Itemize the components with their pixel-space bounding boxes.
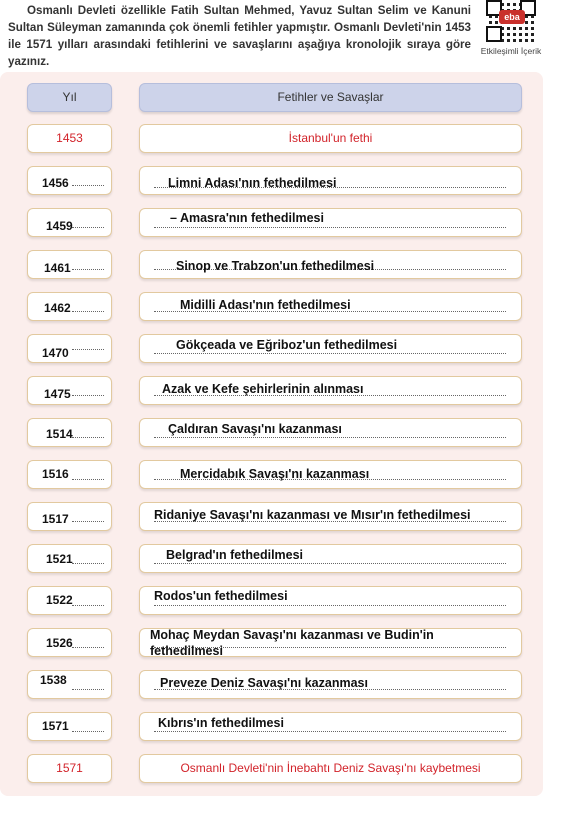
event-cell[interactable]	[139, 670, 522, 699]
handwritten-event: Midilli Adası'nın fethedilmesi	[180, 298, 351, 312]
answer-line	[72, 185, 104, 186]
year-text: 1571	[56, 761, 83, 775]
handwritten-year: 1459	[46, 219, 73, 233]
handwritten-event: Çaldıran Savaşı'nı kazanması	[168, 422, 342, 436]
year-cell[interactable]	[27, 376, 112, 405]
year-cell[interactable]	[27, 208, 112, 237]
qr-corner	[486, 26, 502, 42]
handwritten-year: 1462	[44, 301, 71, 315]
handwritten-year: 1470	[42, 346, 69, 360]
handwritten-event: Limni Adası'nın fethedilmesi	[168, 176, 337, 190]
answer-line	[72, 647, 104, 648]
year-cell[interactable]	[27, 250, 112, 279]
handwritten-event: Mercidabık Savaşı'nı kazanması	[180, 467, 370, 481]
event-cell[interactable]	[139, 250, 522, 279]
answer-line	[72, 521, 104, 522]
handwritten-event: fethedilmesi	[150, 644, 223, 658]
handwritten-year: 1516	[42, 467, 69, 481]
answer-line	[72, 349, 104, 350]
handwritten-event: Kıbrıs'ın fethedilmesi	[158, 716, 284, 730]
handwritten-year: 1514	[46, 427, 73, 441]
qr-code-icon[interactable]	[486, 0, 536, 42]
year-cell[interactable]	[27, 586, 112, 615]
year-cell[interactable]	[27, 628, 112, 657]
eba-logo: eba	[499, 10, 525, 24]
year-text: 1453	[56, 131, 83, 145]
answer-line	[72, 395, 104, 396]
year-cell[interactable]	[27, 670, 112, 699]
event-cell[interactable]	[139, 292, 522, 321]
answer-line	[72, 437, 104, 438]
answer-line	[154, 605, 506, 606]
intro-paragraph: Osmanlı Devleti özellikle Fatih Sultan Mehmed, Yavuz Sultan Selim ve Kanuni Sultan Süleyman zamanında çok önemli fetihler yapmıştır. Osmanlı Devleti'nin 1453 ile 1571 yılları arasındaki fetihlerini ve savaşlarını aşağıya kronolojik sıraya göre yazınız.	[8, 4, 471, 68]
year-cell[interactable]	[27, 544, 112, 573]
answer-line	[72, 689, 104, 690]
handwritten-year: 1526	[46, 636, 73, 650]
handwritten-event: Ridaniye Savaşı'nı kazanması ve Mısır'ın fethedilmesi	[154, 508, 471, 522]
handwritten-event: Gökçeada ve Eğriboz'un fethedilmesi	[176, 338, 398, 352]
event-cell[interactable]	[139, 502, 522, 531]
event-cell[interactable]	[139, 628, 522, 657]
answer-line	[72, 269, 104, 270]
answer-line	[72, 227, 104, 228]
handwritten-year: 1522	[46, 593, 73, 607]
answer-line	[154, 437, 506, 438]
qr-label: Etkileşimli İçerik	[480, 46, 542, 56]
header-events: Fetihler ve Savaşlar	[139, 83, 522, 112]
answer-line	[72, 479, 104, 480]
header-year: Yıl	[27, 83, 112, 112]
handwritten-event: – Amasra'nın fethedilmesi	[170, 211, 324, 225]
answer-line	[154, 563, 506, 564]
answer-line	[154, 731, 506, 732]
year-cell[interactable]	[27, 460, 112, 489]
year-cell[interactable]	[27, 292, 112, 321]
handwritten-event: Mohaç Meydan Savaşı'nı kazanması ve Budin'in	[150, 628, 434, 642]
year-cell[interactable]	[27, 166, 112, 195]
event-cell[interactable]	[139, 166, 522, 195]
year-cell[interactable]	[27, 418, 112, 447]
event-text: Osmanlı Devleti'nin İnebahtı Deniz Savaşı'nı kaybetmesi	[180, 761, 481, 775]
event-text: İstanbul'un fethi	[288, 131, 373, 145]
event-cell[interactable]	[139, 544, 522, 573]
year-cell[interactable]	[27, 334, 112, 363]
event-cell[interactable]	[139, 376, 522, 405]
answer-line	[72, 563, 104, 564]
handwritten-year: 1456	[42, 176, 69, 190]
handwritten-year: 1538	[40, 673, 67, 687]
handwritten-year: 1517	[42, 512, 69, 526]
year-cell	[27, 754, 112, 783]
year-cell[interactable]	[27, 502, 112, 531]
handwritten-year: 1571	[42, 719, 69, 733]
handwritten-event: Sinop ve Trabzon'un fethedilmesi	[176, 259, 375, 273]
handwritten-year: 1475	[44, 387, 71, 401]
event-cell	[139, 754, 522, 783]
answer-line	[154, 227, 506, 228]
handwritten-year: 1461	[44, 261, 71, 275]
answer-line	[72, 731, 104, 732]
handwritten-year: 1521	[46, 552, 73, 566]
year-cell[interactable]	[27, 712, 112, 741]
handwritten-event: Belgrad'ın fethedilmesi	[166, 548, 304, 562]
handwritten-event: Azak ve Kefe şehirlerinin alınması	[162, 382, 364, 396]
year-cell	[27, 124, 112, 153]
event-cell[interactable]	[139, 712, 522, 741]
answer-line	[72, 605, 104, 606]
handwritten-event: Rodos'un fethedilmesi	[154, 589, 288, 603]
event-cell[interactable]	[139, 208, 522, 237]
event-cell[interactable]	[139, 586, 522, 615]
handwritten-event: Preveze Deniz Savaşı'nı kazanması	[160, 676, 368, 690]
event-cell	[139, 124, 522, 153]
answer-line	[72, 311, 104, 312]
event-cell[interactable]	[139, 334, 522, 363]
event-cell[interactable]	[139, 418, 522, 447]
event-cell[interactable]	[139, 460, 522, 489]
answer-line	[154, 353, 506, 354]
